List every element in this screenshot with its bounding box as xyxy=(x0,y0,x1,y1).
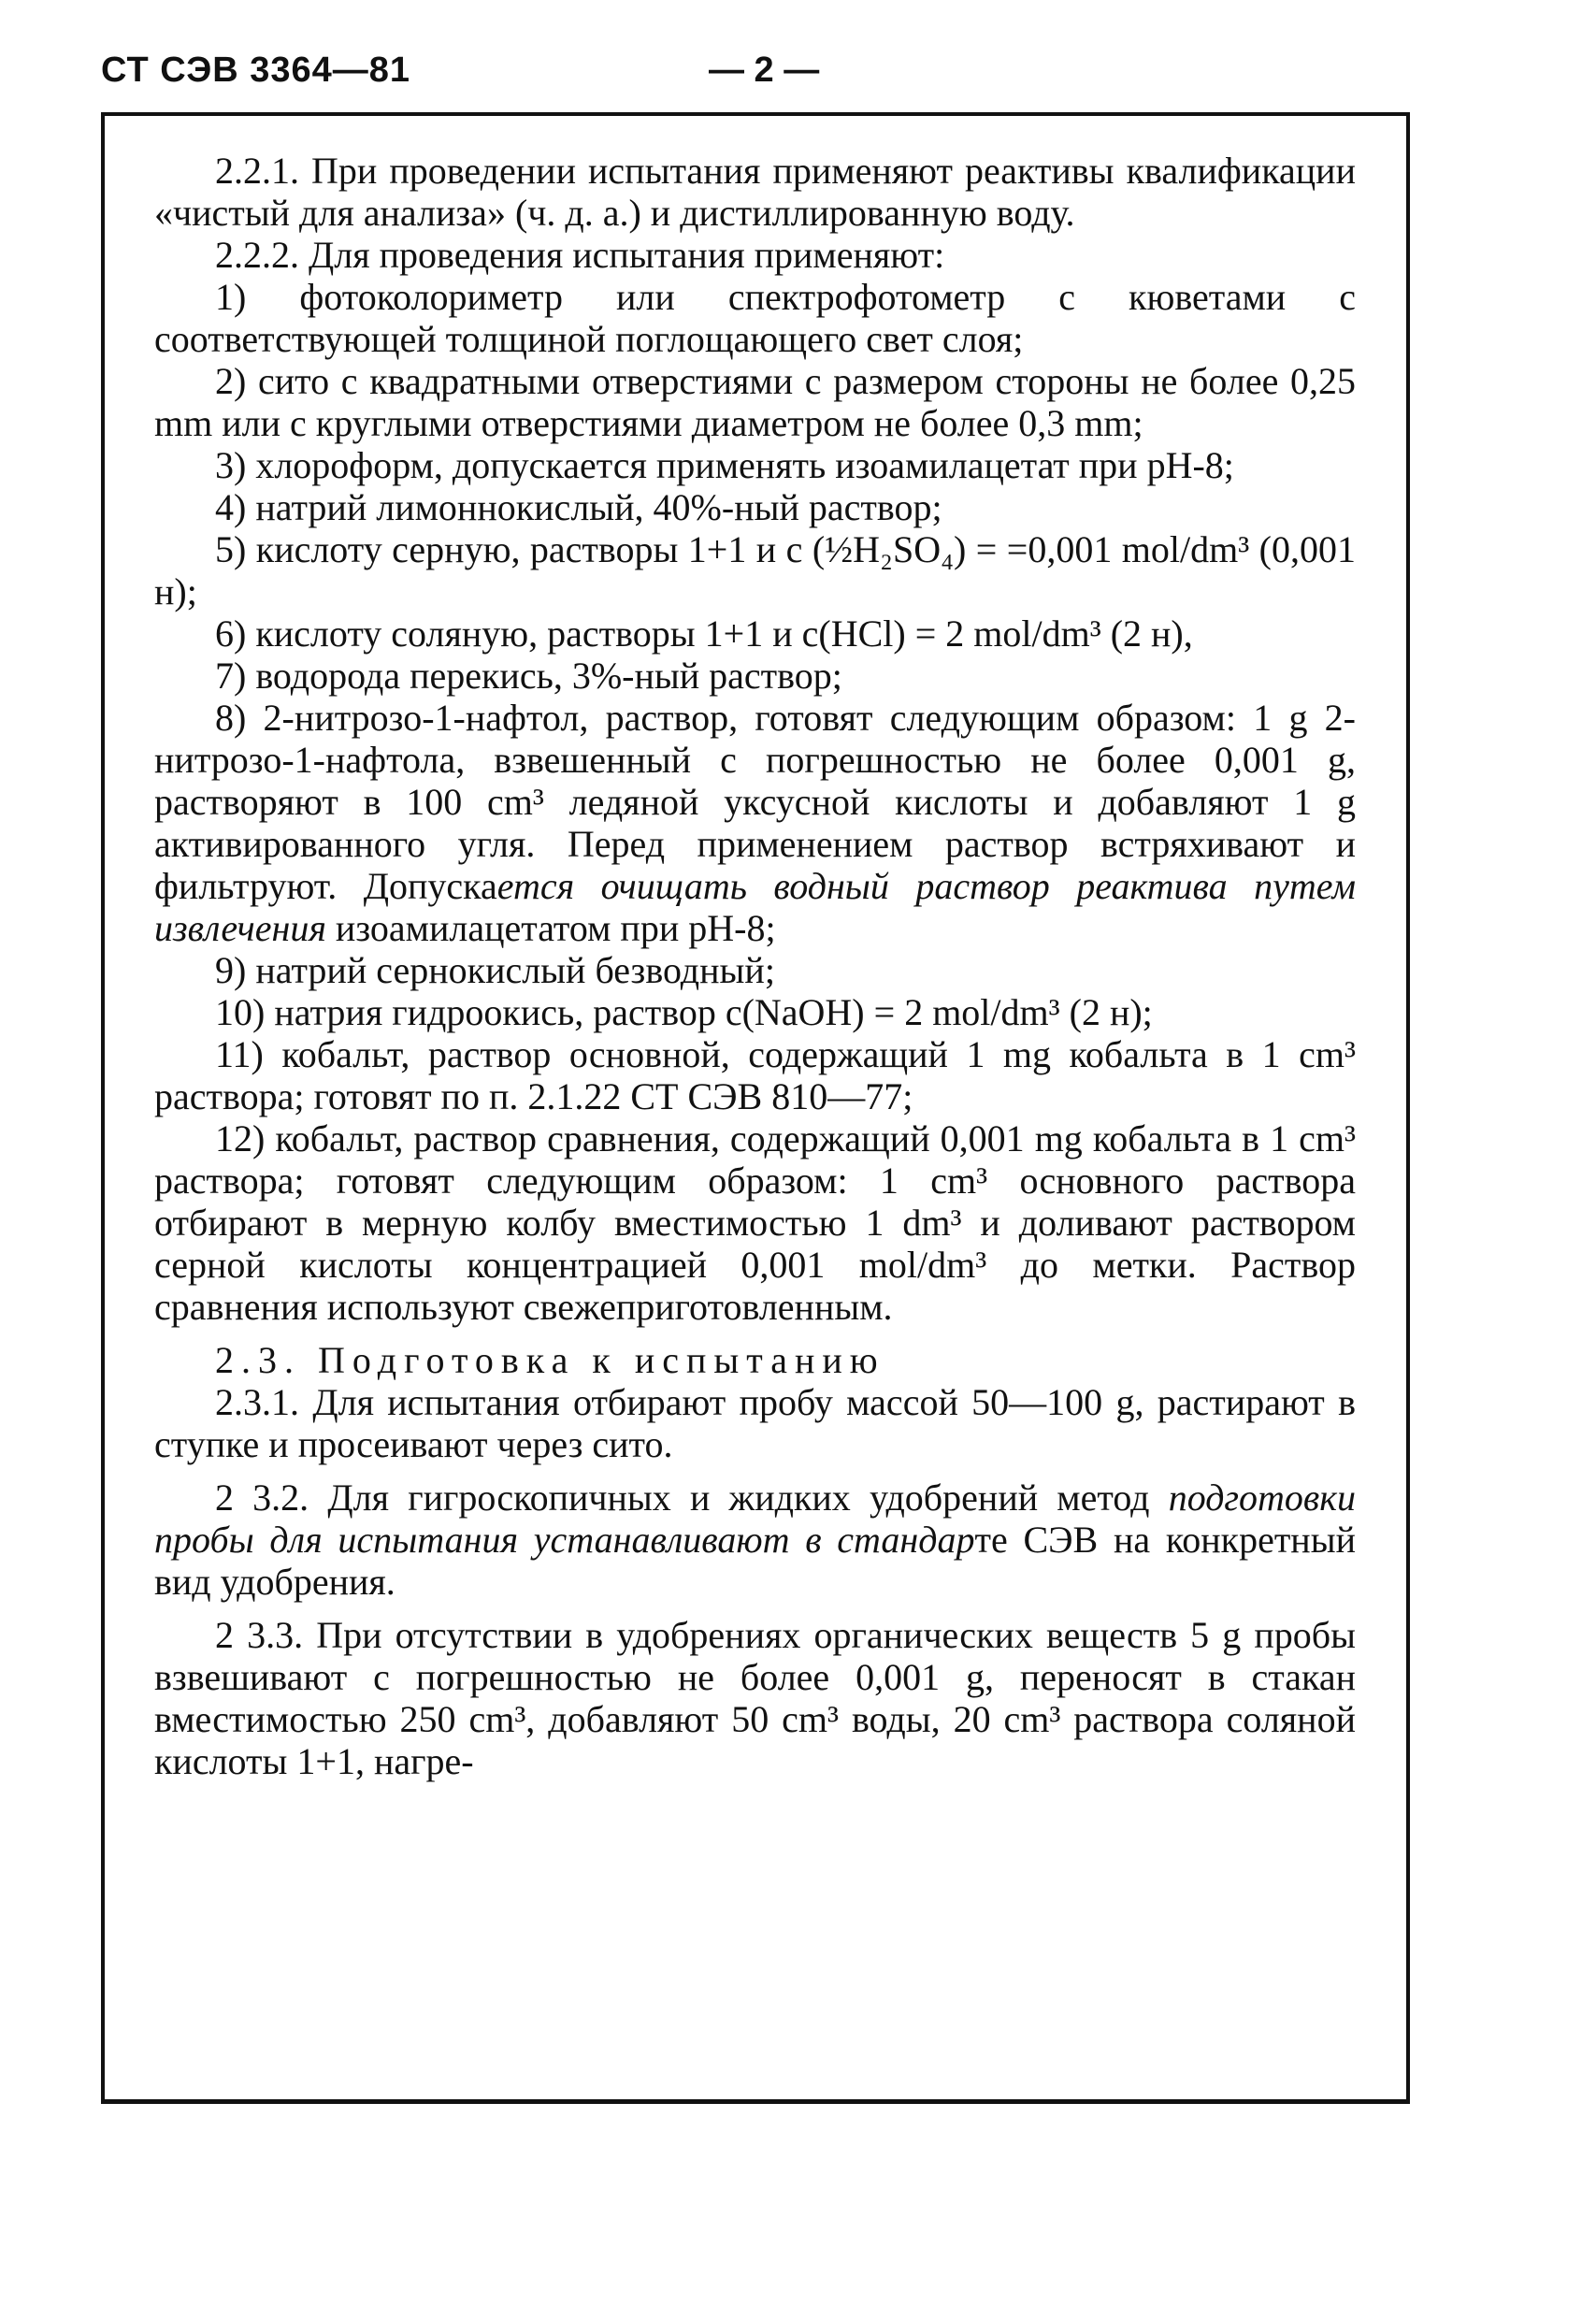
page-number: — 2 — xyxy=(709,50,820,90)
list-item-1: 1) фотоколориметр или спектрофотометр с кюветами с соответствующей толщиной поглощающего свет слоя; xyxy=(154,276,1356,360)
list-item-11: 11) кобальт, раствор основной, содержащий 1 mg кобальта в 1 cm³ раствора; готовят по п. 2.1.22 СТ СЭВ 810—77; xyxy=(154,1033,1356,1117)
document-body xyxy=(154,150,1356,1782)
list-item-7: 7) водорода перекись, 3%-ный раствор; xyxy=(215,655,842,697)
page-header xyxy=(101,45,1410,101)
paragraph-2-3-2-tail: те СЭВ на конкретный вид удобрения. xyxy=(154,1519,1356,1603)
section-heading-2-3: 2.3. Подготовка к испытанию xyxy=(215,1339,885,1381)
standard-code: СТ СЭВ 3364—81 xyxy=(101,50,411,90)
paragraph-2-3-2-text: 2 3.2. Для гигроскопичных и жидких удобрений метод xyxy=(215,1476,1169,1519)
list-item-12: 12) кобальт, раствор сравнения, содержащий 0,001 mg кобальта в 1 cm³ раствора; готовят следующим образом: 1 cm³ основного раствора отбирают в мерную колбу вместимостью 1 dm³ и доливают раствором серной кислоты концентрацией 0,001 mol/dm³ до метки. Раствор сравнения используют свежеприготовленным. xyxy=(154,1117,1356,1328)
list-item-4: 4) натрий лимоннокислый, 40%-ный раствор; xyxy=(215,486,942,528)
list-item-3: 3) хлороформ, допускается применять изоамилацетат при pH-8; xyxy=(215,444,1234,486)
paragraph-2-3-2-italic: подготовки пробы для испытания устанавливают в стандар xyxy=(154,1476,1356,1561)
paragraph-2-3-1: 2.3.1. Для испытания отбирают пробу массой 50—100 g, растирают в ступке и просеивают через сито. xyxy=(154,1381,1356,1465)
spacer xyxy=(154,1603,1356,1614)
paragraph-2-2-2: 2.2.2. Для проведения испытания применяют: xyxy=(215,234,945,276)
list-item-6: 6) кислоту соляную, растворы 1+1 и c(HCl) = 2 mol/dm³ (2 н), xyxy=(215,612,1193,655)
paragraph-2-3-2 xyxy=(154,1476,1356,1603)
list-item-8-tail: изоамилацетатом при pH-8; xyxy=(325,907,776,949)
spacer xyxy=(154,1465,1356,1476)
spacer xyxy=(154,1328,1356,1339)
list-item-10: 10) натрия гидроокись, раствор c(NaOH) = 2 mol/dm³ (2 н); xyxy=(215,991,1153,1033)
paragraph-2-3-3: 2 3.3. При отсутствии в удобрениях органических веществ 5 g пробы взвешивают с погрешностью не более 0,001 g, переносят в стакан вместимостью 250 cm³, добавляют 50 cm³ воды, 20 cm³ раствора соляной кислоты 1+1, нагре- xyxy=(154,1614,1356,1782)
list-item-5: 5) кислоту серную, растворы 1+1 и c (½H₂SO₄) = =0,001 mol/dm³ (0,001 н); xyxy=(154,528,1356,612)
list-item-9: 9) натрий сернокислый безводный; xyxy=(215,949,775,991)
list-item-8-text: 8) 2-нитрозо-1-нафтол, раствор, готовят следующим образом: 1 g 2-нитрозо-1-нафтола, взвешенный с погрешностью не более 0,001 g, растворяют в 100 cm³ ледяной уксусной кислоты и добавляют 1 g активированного угля. Перед применением раствор встряхивают и фильтруют. Допуска xyxy=(154,697,1356,907)
list-item-8-italic: ется очищать водный раствор реактива путем извлечения xyxy=(154,865,1356,949)
list-item-8 xyxy=(154,697,1356,949)
paragraph-2-2-1: 2.2.1. При проведении испытания применяют реактивы квалификации «чистый для анализа» (ч. д. а.) и дистиллированную воду. xyxy=(154,150,1356,234)
list-item-2: 2) сито с квадратными отверстиями с размером стороны не более 0,25 mm или с круглыми отверстиями диаметром не более 0,3 mm; xyxy=(154,360,1356,444)
